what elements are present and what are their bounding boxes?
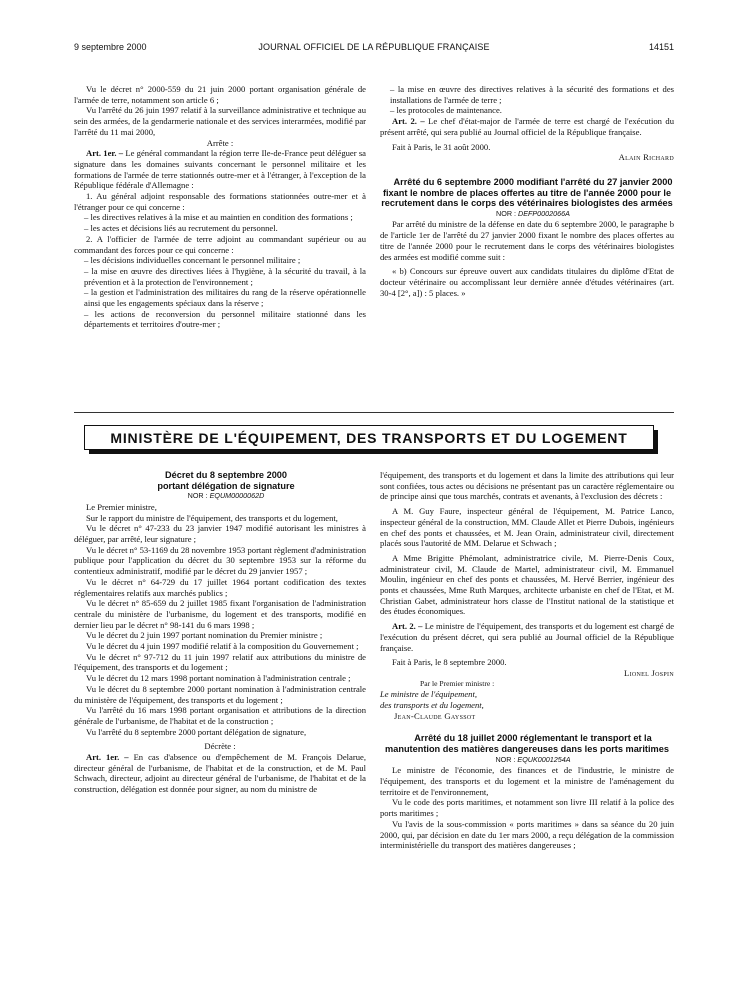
article-label: Art. 1er. –	[86, 752, 129, 763]
paragraph: Le ministre de l'économie, des finances et de l'industrie, le ministre de l'équipement, des transports et du logement et la ministre de l'aménagement du territoire et de l'environnement,	[380, 765, 674, 797]
nor-reference	[380, 755, 674, 766]
column-top-right	[380, 84, 674, 298]
signing-place-date: Fait à Paris, le 31 août 2000.	[392, 141, 491, 152]
minister-signature: Jean-Claude Gayssot	[394, 710, 476, 721]
dash-item: – les directives relatives à la mise et au maintien en condition des formations ;	[84, 212, 353, 223]
paragraph: Sur le rapport du ministre de l'équipement, des transports et du logement,	[86, 512, 338, 523]
page-number: 14151	[648, 42, 674, 52]
arrete-title: Arrêté du 6 septembre 2000 modifiant l'arrêté du 27 janvier 2000 fixant le nombre de places offertes au titre de l'année 2000 pour le recrutement dans le corps des vétérinaires biologistes des armées	[381, 176, 673, 209]
arrete-title: Arrêté du 18 juillet 2000 réglementant le transport et la manutention des matières dangereuses dans les ports maritimes	[385, 733, 669, 755]
nor-code: EQUM0000062D	[209, 491, 265, 501]
signature: Alain Richard	[618, 152, 674, 163]
article-text: Le chef d'état-major de l'armée de terre est chargé de l'exécution du présent arrêté, qui sera publié au Journal officiel de la République française.	[380, 116, 674, 137]
arrete-heading: Arrête :	[206, 137, 234, 148]
paragraph: Vu le décret n° 2000-559 du 21 juin 2000 portant organisation générale de l'armée de terre, notamment son article 6 ;	[74, 84, 366, 105]
page-header	[74, 42, 674, 56]
paragraph: Vu l'arrêté du 26 juin 1997 relatif à la surveillance administrative et technique au sein des armées, de la gendarmerie nationale et des services interarmées, modifié par l'arrêté du 11 mai 2000,	[74, 105, 366, 137]
signature: Lionel Jospin	[624, 667, 674, 678]
article-label: Art. 2. –	[392, 116, 425, 127]
article-2	[380, 621, 674, 653]
paragraph: Vu le décret du 12 mars 1998 portant nomination à l'administration centrale ;	[86, 673, 351, 684]
paragraph: Vu le décret du 2 juin 1997 portant nomination du Premier ministre ;	[86, 630, 323, 641]
article-label: Art. 2. –	[392, 621, 423, 632]
paragraph: Vu le code des ports maritimes, et notamment son livre III relatif à la police des ports maritimes ;	[380, 797, 674, 819]
nor-code: DEFP0002066A	[518, 208, 570, 218]
paragraph: Vu le décret du 4 juin 1997 modifié relatif à la composition du Gouvernement ;	[86, 641, 359, 652]
article-text: Le ministre de l'équipement, des transports et du logement est chargé de l'exécution du présent décret, qui sera publié au Journal officiel de la République française.	[380, 621, 675, 653]
journal-title: JOURNAL OFFICIEL DE LA RÉPUBLIQUE FRANÇAISE	[258, 42, 490, 52]
paragraph: l'équipement, des transports et du logement et dans la limite des attributions qui leur sont confiées, tous actes ou décisions ne présentant pas un caractère réglementaire ou de principe ainsi que tous marchés, contrats et avenants, à l'exclusion des décrets :	[380, 470, 674, 502]
decree-title: Décret du 8 septembre 2000	[164, 470, 288, 480]
dash-item: – la mise en œuvre des directives liées à l'hygiène, à la sécurité du travail, à la prévention et à la protection de l'environnement ;	[84, 265, 366, 287]
dash-item: – les actes et décisions liés au recrutement du personnel.	[84, 223, 278, 234]
list-item: 1. Au général adjoint responsable des formations stationnées outre-mer et à l'étranger pour ce qui concerne :	[74, 191, 366, 212]
decree-subtitle: portant délégation de signature	[157, 480, 295, 491]
paragraph: Vu l'avis de la sous-commission « ports maritimes » dans sa séance du 20 juin 2000, qui, par décision en date du 1er mars 2000, a reçu délégation de la commission interministérielle du transport des matières dangereuses ;	[380, 818, 674, 851]
paragraph: Vu le décret n° 64-729 du 17 juillet 1964 portant codification des textes réglementaires relatifs aux marchés publics ;	[74, 576, 366, 598]
section-divider	[74, 412, 674, 413]
column-bottom-left	[74, 470, 366, 795]
paragraph: Le Premier ministre,	[86, 501, 157, 512]
dash-item: – la gestion et l'administration des militaires du rang de la réserve opérationnelle ainsi que les engagements spéciaux dans la réserve ;	[84, 287, 366, 309]
ministry-title: MINISTÈRE DE L'ÉQUIPEMENT, DES TRANSPORTS ET DU LOGEMENT	[110, 429, 628, 446]
article-1	[74, 752, 366, 795]
paragraph: Vu le décret n° 97-712 du 11 juin 1997 relatif aux attributions du ministre de l'équipement, des transports et du logement ;	[74, 651, 366, 673]
paragraph: Vu le décret n° 47-233 du 23 janvier 1947 modifié autorisant les ministres à déléguer, par arrêté, leur signature ;	[74, 523, 366, 544]
nor-reference	[74, 491, 366, 502]
paragraph: Vu le décret du 8 septembre 2000 portant nomination à l'administration centrale du ministère de l'équipement, des transports et du logement ;	[74, 683, 366, 705]
article-1	[74, 148, 366, 191]
article-2	[380, 116, 674, 137]
column-top-left	[74, 84, 366, 330]
paragraph: A M. Guy Faure, inspecteur général de l'équipement, M. Patrice Lanco, inspecteur général de la construction, MM. Claude Allet et Pierre Dubois, ingénieurs en chef des ponts et chaussées, et M. Jean Orain, administrateur civil, directement placés sous l'autorité de MM. Delarue et Schwach ;	[380, 506, 674, 549]
nor-reference	[380, 209, 674, 220]
decrete-heading: Décrète :	[204, 741, 236, 752]
dash-item: – les actions de reconversion du personnel militaire stationné dans les départements et territoires d'outre-mer ;	[84, 308, 366, 330]
paragraph: Vu le décret n° 85-659 du 2 juillet 1985 fixant l'organisation de l'administration centrale du ministère de l'urbanisme, du logement et des transports, modifié en dernier lieu par le décret n° 98-141 du 6 mars 1998 ;	[74, 598, 366, 630]
minister-title-line1: Le ministre de l'équipement,	[380, 689, 477, 700]
list-item: 2. A l'officier de l'armée de terre adjoint au commandant supérieur ou au commandant des forces pour ce qui concerne :	[74, 233, 366, 255]
publication-date: 9 septembre 2000	[74, 42, 147, 52]
dash-item: – les protocoles de maintenance.	[390, 105, 502, 116]
dash-item: – la mise en œuvre des directives relatives à la sécurité des formations et des installations de l'armée de terre ;	[390, 84, 674, 105]
paragraph: Vu l'arrêté du 16 mars 1998 portant organisation et attributions de la direction générale de l'urbanisme, de l'habitat et de la construction ;	[74, 705, 366, 726]
article-text: En cas d'absence ou d'empêchement de M. François Delarue, directeur général de l'urbanisme, de l'habitat et de la construction, et de M. Paul Schwach, directeur, adjoint au directeur général de l'urbanisme, de l'habitat et de la construction, délégation est donnée pour signer, au nom du ministre de	[74, 752, 366, 795]
paragraph: A Mme Brigitte Phémolant, administratrice civile, M. Pierre-Denis Coux, administrateur civil, M. Claude de Martel, administrateur civil, M. Emmanuel Moulin, ingénieur en chef des ponts et chaussées, M. Hervé Berrier, ingénieur des ponts et chaussées, Mme Ruth Marques, architecte urbaniste en chef de l'Etat, et M. Christian Gabet, administrateur hors classe de l'Institut national de la statistique et des études économiques.	[380, 552, 674, 617]
paragraph: Vu le décret n° 53-1169 du 28 novembre 1953 portant règlement d'administration publique pour l'application du décret du 30 septembre 1953 sur la réforme du contentieux administratif, modifié par le décret du 29 janvier 1957 ;	[74, 544, 366, 577]
nor-label: NOR :	[496, 208, 516, 218]
column-bottom-right	[380, 470, 674, 851]
dash-item: – les décisions individuelles concernant le personnel militaire ;	[84, 255, 301, 266]
paragraph: Vu l'arrêté du 8 septembre 2000 portant délégation de signature,	[86, 726, 307, 737]
nor-code: EQUK0001254A	[517, 754, 571, 764]
countersign-intro: Par le Premier ministre :	[420, 678, 495, 688]
article-label: Art. 1er. –	[86, 148, 124, 159]
paragraph: « b) Concours sur épreuve ouvert aux candidats titulaires du diplôme d'Etat de docteur vétérinaire ou accomplissant leur dernière année d'études vétérinaires (art. 30-4 [2°, a]) : 5 places. »	[380, 266, 674, 298]
nor-label: NOR :	[495, 754, 516, 764]
minister-title-line2: des transports et du logement,	[380, 700, 484, 711]
signing-place-date: Fait à Paris, le 8 septembre 2000.	[392, 657, 507, 668]
ministry-banner	[84, 425, 654, 450]
paragraph: Par arrêté du ministre de la défense en date du 6 septembre 2000, le paragraphe b de l'article 1er de l'arrêté du 27 janvier 2000 fixant le nombre des places offertes au titre de l'année 2000 pour le recrutement dans le corps des vétérinaires biologistes des armées est modifié comme suit :	[380, 219, 674, 262]
nor-label: NOR :	[187, 491, 208, 501]
article-text: Le général commandant la région terre Ile-de-France peut déléguer sa signature dans les domaines suivants concernant le personnel militaire et les formations de l'armée de terre stationnés outre-mer et à l'étranger, à l'exception de la République fédérale d'Allemagne :	[74, 148, 366, 191]
